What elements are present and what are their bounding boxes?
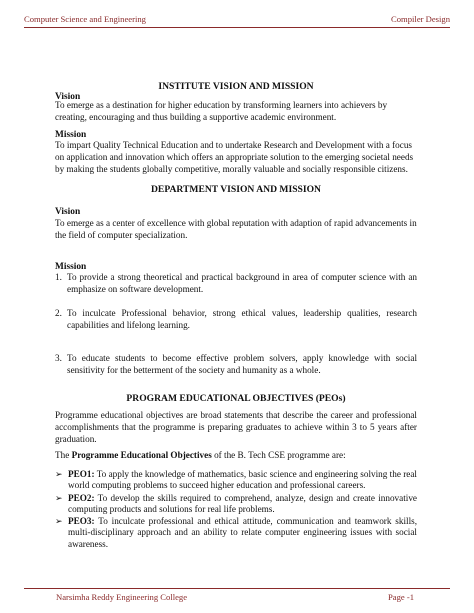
peo-item	[55, 469, 417, 492]
mission-item-number: 1.	[55, 272, 62, 282]
page-number: Page -1	[387, 592, 414, 602]
arrow-bullet-icon: ➢	[55, 469, 63, 479]
mission-item-text: To educate students to become effective problem solvers, apply knowledge with social sensitivity for the betterment of the society and humanity as a whole.	[67, 353, 417, 375]
peo-label: PEO2:	[68, 493, 95, 503]
peo-text: To apply the knowledge of mathematics, basic science and engineering solving the real world computing problems to succeed higher education and professional careers.	[68, 469, 417, 491]
peos-lead	[55, 450, 417, 462]
peo-text: To develop the skills required to comprehend, analyze, design and create innovative computing products and solutions for real life problems.	[68, 493, 417, 515]
peo-label: PEO1:	[68, 469, 95, 479]
footer-left: Narsimha Reddy Engineering College	[56, 592, 188, 602]
header-left: Computer Science and Engineering	[24, 14, 146, 24]
institute-mission-text: To impart Quality Technical Education and to undertake Research and Development with a focus on application and innovation which offers an appropriate solution to the emerging societal needs by making the students globally competitive, morally valuable and socially responsible citizens.	[55, 140, 414, 174]
peos-intro: Programme educational objectives are broad statements that describe the career and professional accomplishments that the programme is preparing graduates to achieve within 3 to 5 years after graduation.	[55, 410, 417, 444]
mission-item	[55, 272, 417, 296]
arrow-bullet-icon: ➢	[55, 516, 63, 526]
department-vision-label: Vision	[55, 207, 81, 217]
mission-item	[55, 308, 417, 332]
page-footer	[56, 592, 414, 602]
peos-lead-post: of the B. Tech CSE programme are:	[211, 450, 346, 460]
department-mission-label: Mission	[55, 262, 87, 272]
peos-title: PROGRAM EDUCATIONAL OBJECTIVES (PEOs)	[126, 393, 346, 404]
arrow-bullet-icon: ➢	[55, 493, 63, 503]
page-header	[24, 14, 450, 24]
institute-vision-label: Vision	[55, 92, 81, 102]
peo-label: PEO3:	[68, 516, 95, 526]
header-right: Compiler Design	[391, 14, 450, 24]
peos-lead-bold: Programme Educational Objectives	[71, 450, 212, 460]
institute-mission-label: Mission	[55, 130, 87, 140]
peo-item	[55, 493, 417, 516]
mission-item-number: 2.	[55, 308, 62, 318]
peo-item	[55, 516, 417, 550]
department-title: DEPARTMENT VISION AND MISSION	[151, 184, 321, 195]
department-vision-text: To emerge as a center of excellence with global reputation with adaption of rapid advancements in the field of computer specialization.	[55, 218, 417, 240]
mission-item-text: To provide a strong theoretical and practical background in area of computer science with an emphasize on software development.	[67, 272, 417, 294]
header-rule	[24, 27, 450, 28]
peo-text: To inculcate professional and ethical attitude, communication and teamwork skills, multi-disciplinary approach and an ability to relate computer engineering issues with social awareness.	[68, 516, 417, 549]
mission-item-number: 3.	[55, 353, 62, 363]
institute-title: INSTITUTE VISION AND MISSION	[158, 81, 314, 92]
institute-vision-text: To emerge as a destination for higher education by transforming learners into achievers by creating, encouraging and thus building a supportive academic environment.	[55, 100, 388, 122]
mission-item-text: To inculcate Professional behavior, strong ethical values, leadership qualities, research capabilities and lifelong learning.	[67, 308, 417, 330]
footer-rule	[24, 588, 450, 589]
peos-lead-pre: The	[55, 450, 72, 460]
mission-item	[55, 353, 417, 377]
